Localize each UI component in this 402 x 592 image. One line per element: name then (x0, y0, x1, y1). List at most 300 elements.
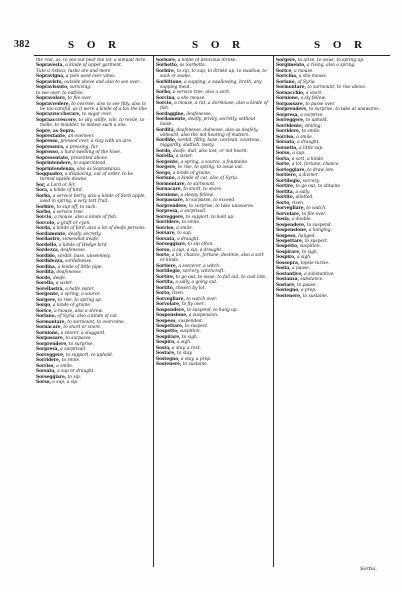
entry-definition: to sip often. (186, 242, 214, 248)
entry-headword: Sordastro, (36, 237, 62, 243)
dictionary-entry (156, 237, 269, 242)
entry-definition: sorcery, witchcraft. (181, 269, 225, 275)
dictionary-entry (156, 154, 269, 159)
entry-definition: to sip. (66, 374, 82, 380)
entry-headword: Sorridere, (156, 220, 181, 226)
entry-headword: Sorridere, (276, 129, 301, 135)
entry-headword: Sorella, (36, 281, 55, 287)
dictionary-entry (36, 248, 149, 253)
dictionary-entry (156, 231, 269, 236)
dictionary-entry (36, 112, 149, 117)
entry-definition: a sup, a sip. (51, 380, 79, 386)
dictionary-entry (276, 239, 389, 244)
entry-definition: to pause. (295, 282, 317, 288)
entry-definition: a sigh. (175, 340, 192, 346)
dictionary-entry (36, 309, 149, 314)
dictionary-entry (156, 280, 269, 285)
entry-definition: to surprise, to take unawares. (187, 203, 255, 209)
entry-headword: Sostenere, (156, 362, 182, 368)
entry-headword: Sorvegliare, (276, 206, 306, 212)
dictionary-entry (36, 243, 149, 248)
dictionary-entry (276, 212, 389, 217)
entry-headword: Sorteggiare, (276, 167, 306, 173)
entry-definition: to suspect. (183, 324, 209, 329)
dictionary-entry (276, 151, 389, 156)
entry-headword: Sorvolare, (156, 302, 181, 308)
entry-headword: Sorso, (276, 151, 292, 157)
entry-definition: a Lord or Sir. (45, 182, 76, 188)
dictionary-entry (156, 90, 269, 95)
entry-definition: a stay, a prop. (179, 356, 212, 362)
dictionary-entry (276, 129, 389, 134)
entry-definition: to suspend. (305, 222, 332, 228)
entry-headword: Sorcio, (36, 215, 53, 221)
entry-definition: a she mouse. (175, 95, 206, 101)
dictionary-entry (156, 248, 269, 253)
entry-headword: Soriano, (36, 314, 57, 320)
dictionary-entry (36, 232, 149, 237)
entry-definition: a lot, fortune, chance. (290, 162, 340, 168)
entry-headword: Sornione, (36, 330, 60, 336)
dictionary-entry (156, 362, 269, 367)
dictionary-entry (156, 58, 269, 63)
entry-definition: hanged. (296, 233, 316, 239)
entry-headword: Sopravigna, (36, 74, 65, 80)
dictionary-entry (36, 226, 149, 231)
dictionary-entry (276, 124, 389, 129)
entry-headword: Sopraaccrescere, (36, 117, 78, 123)
entry-definition: to sugar over. (80, 112, 112, 118)
entry-definition: a mouse, also a shrew. (52, 308, 104, 314)
dictionary-entry (156, 171, 269, 176)
dictionary-entry (36, 129, 149, 134)
dictionary-entry (36, 254, 149, 259)
entry-headword: Sospeso, (276, 233, 297, 239)
entry-headword: Sorpresa, (36, 347, 59, 353)
entry-definition: to snort or snore. (62, 325, 102, 331)
entry-definition: a sup. (291, 151, 306, 157)
entry-definition: deafenesse. (55, 270, 83, 276)
dictionary-entry (276, 283, 389, 288)
entry-headword: Sorbo, (156, 90, 172, 96)
dictionary-entry (156, 253, 269, 263)
dictionary-entry (156, 128, 269, 138)
entry-definition: to surpasse, to exceed. (184, 198, 236, 204)
dictionary-entry (156, 117, 269, 127)
entry-definition: a kinde of cat, also of Syria. (176, 176, 239, 182)
entry-headword: Sospiro, (156, 340, 176, 346)
entry-headword: Sostantivo, (276, 271, 303, 277)
entry-headword: Sornione, (156, 192, 180, 198)
entry-definition: a smile. (294, 134, 314, 140)
entry-headword: Sorpresa, (276, 112, 299, 118)
entry-headword: Sospirare, (156, 334, 181, 340)
entry-headword: Sornione, (276, 96, 300, 102)
dictionary-entry (36, 118, 149, 128)
entry-definition: deafly, secretly. (66, 231, 102, 237)
dictionary-entry (156, 340, 269, 345)
entry-definition: a supping, a swallowing, broth, any supping meat. (160, 79, 262, 90)
entry-definition: a smile. (54, 363, 74, 369)
entry-headword: Sospiro, (276, 255, 296, 261)
dictionary-entry (276, 113, 389, 118)
entry-definition: sordid, base, unseemely. (56, 253, 111, 259)
entry-headword: Sortito, (156, 285, 175, 291)
entry-headword: Sortiere, (156, 263, 178, 269)
dictionary-entry (276, 288, 389, 293)
entry-definition: a service tree, also a sorb. (171, 90, 231, 96)
entry-definition: sordid, filthy, base, unclean, covetous, niggardly, sluttish, nasty. (160, 138, 261, 149)
dictionary-entry (156, 160, 269, 165)
entry-headword: Sopravolare, (36, 96, 67, 102)
entry-headword: Sopravissuto, (36, 85, 69, 91)
entry-headword: Sordido, (36, 253, 57, 259)
dictionary-entry (36, 188, 149, 193)
entry-definition: to support, to hold up. (184, 214, 235, 220)
dictionary-entry (36, 314, 149, 319)
entry-definition: Tute a ristica, rushe are and more (36, 68, 111, 74)
dictionary-entry (36, 369, 149, 374)
entry-definition: a surprisall. (178, 209, 207, 215)
entry-headword: Sopravisto, (36, 79, 63, 85)
dictionary-entry (36, 303, 149, 308)
dictionary-entry (36, 221, 149, 226)
dictionary-entry (276, 190, 389, 195)
dictionary-entry (276, 63, 389, 68)
entry-headword: Sorella, (156, 154, 175, 160)
dictionary-entry (156, 313, 269, 318)
dictionary-entry (156, 329, 269, 334)
dictionary-entry (276, 102, 389, 107)
entry-headword: Sorice, (36, 308, 53, 314)
dictionary-entry (276, 272, 389, 277)
entry-definition: sorcery. (301, 178, 320, 184)
dictionary-entry (276, 96, 389, 101)
dictionary-entry (156, 182, 269, 187)
entry-definition: presented above. (69, 155, 109, 161)
entry-definition: a draught. (295, 140, 320, 146)
entry-headword: Sopresso, (36, 139, 60, 145)
dictionary-entry (276, 223, 389, 228)
dictionary-entry (156, 204, 269, 209)
entry-headword: Sorpassare, (156, 198, 185, 204)
entry-headword: Sordido, (156, 138, 177, 144)
entry-definition: a rising, also a spring. (305, 63, 356, 69)
entry-definition: to fly over. (180, 302, 205, 308)
entry-definition: a mouse. (292, 68, 314, 74)
dictionary-entry (156, 187, 269, 192)
entry-definition: a halfe sister. (63, 286, 95, 292)
entry-headword: Sorvegliare, (156, 296, 186, 302)
entry-definition: a sister. (54, 281, 73, 287)
dictionary-entry (36, 194, 149, 204)
dictionary-entry (36, 215, 149, 220)
entry-definition: deafe, dull, also lost, or not heard. (171, 148, 248, 154)
entry-headword: Sopre, as Sopra. (36, 128, 76, 134)
entry-headword: Sopravvedere, (36, 101, 70, 107)
entry-definition: to smile. (300, 129, 321, 135)
entry-definition: also as Soprastanza. (75, 166, 122, 172)
dictionary-entry (276, 277, 389, 282)
column-1 (36, 58, 149, 563)
entry-definition: outside above and also to see over. (62, 79, 141, 85)
dictionary-entry (36, 74, 149, 79)
entry-definition: to suspend, to hang up. (185, 307, 239, 313)
entry-definition: a kinde of graine. (171, 170, 212, 176)
entry-headword: Sorridere, (36, 358, 61, 364)
running-head-center: S O R (192, 39, 246, 51)
entry-definition: to support, to uphold. (64, 352, 114, 358)
dictionary-entry (36, 63, 149, 68)
entry-definition: to sustaine. (181, 362, 209, 368)
entry-headword: Sorbitione, (156, 79, 183, 85)
entry-headword: Sossopra, (276, 260, 300, 266)
dictionary-entry (276, 184, 389, 189)
entry-headword: Sostanza, (276, 277, 300, 283)
entry-definition: a sup, a sip, a draught. (171, 247, 223, 253)
entry-definition: to go out, to issue, to fall out, to cast lots. (174, 274, 267, 280)
entry-headword: Sorriso, (276, 134, 295, 140)
dictionary-entry (276, 118, 389, 123)
page-number: 382 (14, 39, 30, 50)
entry-headword: Sospensione, (156, 313, 188, 319)
entry-headword: Sospetto, (156, 329, 179, 335)
dictionary-entry (276, 255, 389, 260)
entry-headword: Sorpassare, (276, 101, 305, 107)
dictionary-entry (156, 193, 269, 198)
entry-headword: Sorreggere, (276, 118, 305, 124)
dictionary-entry (156, 63, 269, 68)
entry-headword: Sospendere, (276, 222, 306, 228)
entry-headword: Sospettare, (276, 238, 304, 244)
entry-definition: a mouse, also a kinde of fish. (52, 215, 118, 221)
entry-definition: a service berry, also a kinde of Sorb apple, used in spring, a very tart fruit. (40, 193, 146, 205)
entry-definition: a displacing, out of order, to be turned upside downe. (40, 172, 134, 183)
dictionary-entry (36, 281, 149, 286)
entry-headword: Sortire, (276, 184, 295, 190)
entry-headword: Sornacchio, (276, 90, 305, 96)
entry-definition: to surprise, to take at unawares. (307, 107, 380, 113)
entry-headword: Sorgimento, (276, 63, 306, 69)
dictionary-entry (156, 176, 269, 181)
entry-definition: sordidnesse. (63, 259, 93, 265)
dictionary-entry (276, 195, 389, 200)
dictionary-entry (276, 85, 389, 90)
entry-definition: a sup or draught. (55, 369, 95, 375)
entry-headword: Sorseggiare, (36, 374, 67, 380)
entry-headword: Sordamente, (36, 231, 67, 237)
entry-headword: Sorriso, (36, 363, 55, 369)
dictionary-entry (36, 331, 149, 336)
dictionary-entry (156, 291, 269, 296)
dictionary-entry (36, 91, 149, 96)
dictionary-entry (36, 145, 149, 150)
entry-definition: a double. (290, 217, 312, 223)
entry-headword: Sortilegio, (276, 178, 302, 184)
entry-definition: to see over, to outlive. (36, 90, 85, 96)
entry-headword: Soprestante, (36, 134, 67, 139)
dictionary-entry (36, 156, 149, 161)
entry-definition: a sleepy fellow. (179, 192, 214, 198)
dictionary-entry (36, 150, 149, 155)
entry-definition: to stay. (175, 351, 193, 357)
entry-headword: Sorsare, (156, 231, 176, 237)
entry-definition: a sally. (294, 189, 311, 195)
entry-headword: Soprosso, (36, 150, 60, 156)
dictionary-entry (36, 210, 149, 215)
dictionary-entry (276, 74, 389, 79)
entry-headword: Sorpresa, (156, 209, 179, 215)
entry-headword: Sopravesta, (36, 63, 64, 69)
entry-definition: a she mouse. (297, 74, 328, 80)
dictionary-entry (276, 266, 389, 271)
entry-definition: a kinde of Hedge bird. (57, 242, 108, 248)
entry-headword: Sormontare, (276, 85, 307, 91)
dictionary-entry (36, 172, 149, 182)
entry-definition: to superintend. (72, 161, 107, 167)
entry-definition: to rise, to spring up. (56, 297, 103, 303)
dictionary-entry (156, 165, 269, 170)
entry-definition: of Syria, also a kinde of cat. (56, 314, 119, 320)
entry-definition: a snorer, a sluggard. (59, 330, 106, 336)
dictionary-entry (276, 244, 389, 249)
entry-headword: Soqquadro, (36, 172, 64, 178)
dictionary-entry (36, 325, 149, 330)
entry-headword: Sorsata, (276, 140, 296, 146)
entry-headword: Sorbire, (156, 68, 176, 74)
dictionary-entry (156, 209, 269, 214)
entry-definition: to surmount, to rise above. (306, 85, 367, 91)
dictionary-entry (156, 138, 269, 148)
dictionary-entry (36, 375, 149, 380)
dictionary-entry (36, 287, 149, 292)
entry-headword: Sospirare, (276, 249, 301, 255)
entry-headword: Sorellastra, (36, 286, 64, 292)
entry-headword: Sorte, (156, 253, 171, 259)
entry-definition: a kinde of little pipe. (56, 264, 103, 270)
dictionary-entry (36, 69, 149, 74)
entry-headword: Sorprendere, (276, 107, 308, 113)
entry-definition: to sigh. (300, 249, 319, 255)
entry-definition: substance. (299, 277, 324, 283)
entry-headword: Sospeso, (156, 318, 177, 324)
entry-definition: to flie over. (66, 96, 92, 102)
entry-headword: Sorgo, (36, 303, 52, 309)
entry-definition: to sip, to sup, to drinke up, to swallow, to suck or soake. (160, 68, 267, 80)
entry-definition: a graft or cyon. (55, 220, 91, 226)
entry-definition: to arise, to issue, to spring up. (296, 58, 365, 63)
entry-headword: Soriano, (276, 79, 297, 85)
entry-definition: risen. (170, 291, 185, 297)
dictionary-entry (36, 320, 149, 325)
entry-definition: to surmount, to overcome. (66, 319, 126, 325)
entry-headword: Sostenere, (276, 293, 302, 299)
entry-headword: Sorreggere, (156, 214, 185, 220)
entry-headword: Sorta, (276, 156, 291, 162)
dictionary-entry (276, 234, 389, 239)
entry-headword: Sorgo, (156, 170, 172, 176)
dictionary-entry (156, 96, 269, 101)
entry-headword: Sora, (36, 188, 49, 194)
entry-headword: Soprintendenza, (36, 166, 76, 172)
entry-definition: to draw lots. (305, 167, 335, 173)
entry-definition: chosen by lot. (174, 285, 206, 291)
entry-headword: Sorvolare, (276, 211, 301, 217)
entry-definition: a spring, a source, a fountaine. (179, 159, 249, 165)
entry-headword: Soricina, (276, 74, 298, 80)
entry-definition: a diviner. (297, 173, 319, 179)
entry-definition: to flie over. (300, 211, 327, 217)
entry-headword: Soprazzuccherare, (36, 112, 81, 118)
entry-headword: Sorto, (276, 200, 291, 206)
dictionary-entry (276, 250, 389, 255)
entry-headword: Sopressura, (36, 144, 65, 150)
dictionary-entry (36, 259, 149, 264)
entry-definition: to watch over. (185, 296, 218, 302)
entry-headword: Sospetto, (276, 244, 299, 250)
entry-definition: deafenesse. (185, 111, 213, 117)
dictionary-entry (156, 351, 269, 356)
entry-definition: topsie turvie. (299, 260, 330, 266)
entry-definition: to suspect. (303, 238, 329, 244)
dictionary-entry (276, 107, 389, 112)
entry-headword: Sorridente, (276, 123, 304, 129)
catchword: Sortia, (360, 566, 378, 572)
dictionary-entry (156, 302, 269, 307)
entry-definition: suspended. (176, 318, 203, 324)
dictionary-entry (276, 294, 389, 299)
dictionary-entry (36, 298, 149, 303)
entry-headword: Sostegno, (156, 356, 180, 362)
entry-headword: Sorbo, (36, 210, 52, 215)
entry-headword: Sordello, (36, 242, 58, 248)
entry-headword: Sorto, (156, 291, 171, 297)
entry-headword: Sorso, (36, 380, 52, 386)
entry-definition: a kinde of upper garment. (63, 63, 123, 69)
entry-headword: Soprintendere, (36, 161, 73, 167)
entry-definition: a sly fellow. (299, 96, 326, 102)
entry-headword: Sosia, (276, 217, 291, 223)
dictionary-entry (156, 80, 269, 90)
dictionary-entry (156, 215, 269, 220)
entry-headword: Sordo, (156, 148, 172, 154)
column-divider (273, 55, 274, 567)
column-divider (153, 55, 154, 567)
entry-definition: allotted. (294, 195, 314, 201)
entry-headword: Sorcina, (156, 95, 176, 101)
dictionary-entry (276, 80, 389, 85)
entry-headword: Sorgere, (36, 297, 57, 303)
entry-definition: to sup. (175, 231, 193, 237)
dictionary-entry (36, 270, 149, 275)
entry-headword: Sorgere, (156, 165, 177, 171)
entry-headword: Soriano, (156, 176, 177, 182)
dictionary-entry (156, 112, 269, 117)
dictionary-entry (36, 102, 149, 112)
dictionary-entry (156, 101, 269, 111)
entry-headword: Sordità, (36, 270, 56, 276)
entry-definition: a kinde of bird, also a lot of deafe persons. (51, 226, 146, 232)
dictionary-entry (36, 265, 149, 270)
entry-definition: to snort, to snore. (182, 187, 223, 193)
dictionary-entry (156, 269, 269, 274)
dictionary-entry (156, 149, 269, 154)
dictionary-entry (36, 292, 149, 297)
entry-headword: Sorpassare, (36, 336, 65, 342)
entry-definition: deafenesse, dulnesse, also as deafely, unheard, also the not hearing of matters. (160, 127, 259, 138)
entry-definition: to smile. (180, 220, 201, 226)
entry-definition: a smile. (174, 225, 194, 231)
